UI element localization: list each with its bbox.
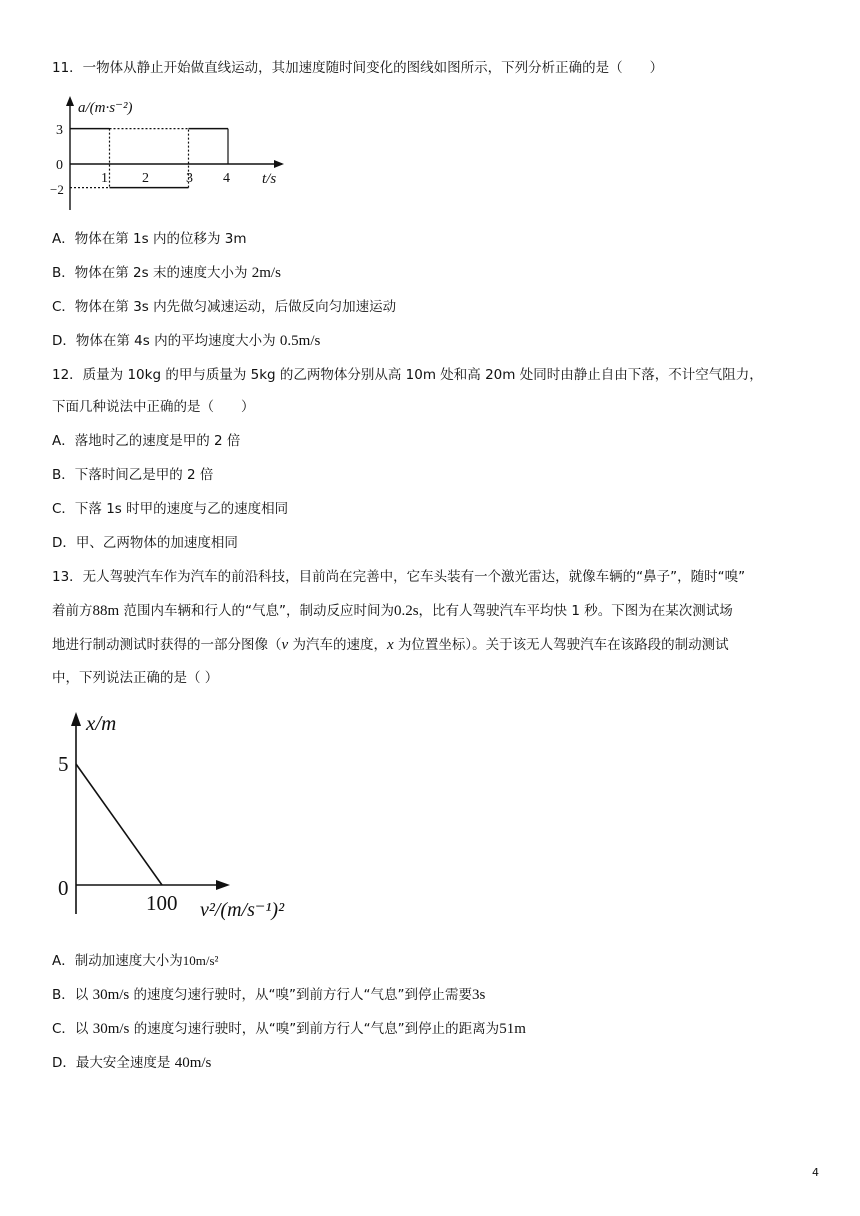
q13-option-b-text: B．以	[52, 987, 93, 1003]
graph1-xtick-1: 1	[101, 171, 108, 186]
graph1-ytick-3: 3	[56, 123, 63, 138]
q11-option-a-text: A．物体在第 1s 内的位移为 3m	[52, 231, 247, 247]
q13-line3-part: 地进行制动测试时获得的一部分图像（	[52, 637, 282, 653]
graph2-y-arrow	[71, 712, 81, 726]
q13-stem-line2	[52, 601, 733, 621]
q12-stem-line1: 12．质量为 10kg 的甲与质量为 5kg 的乙两物体分别从高 10m 处和高 20m 处同时由静止自由下落，不计空气阻力，	[52, 367, 763, 383]
q12-option-c[interactable]: C．下落 1s 时甲的速度与乙的速度相同	[52, 501, 289, 517]
q13-option-a[interactable]	[52, 951, 218, 971]
graph1-xtick-3: 3	[186, 171, 193, 186]
q11-stem: 11．一物体从静止开始做直线运动，其加速度随时间变化的图线如图所示，下列分析正确的是（ ）	[52, 60, 664, 76]
q13-line2-part: 着前方	[52, 603, 93, 619]
graph1-xlabel: t/s	[262, 171, 277, 187]
q13-stem-line3	[52, 635, 729, 655]
q13-line2-part: ，比有人驾驶汽车平均快 1 秒。下图为在某次测试场	[418, 603, 733, 619]
q13-line3-part: 为汽车的速度，	[288, 637, 387, 653]
q13-option-c-text: C．以	[52, 1021, 93, 1037]
position-velocity-squared-graph	[50, 704, 340, 934]
graph2-series-line	[76, 764, 162, 885]
q11-option-a[interactable]	[52, 229, 246, 249]
q11-option-d-text: D．物体在第 4s 内的平均速度大小为	[52, 333, 280, 349]
q11-option-c-text: C．物体在第 3s 内先做匀减速运动，后做反向匀加速运动	[52, 299, 397, 315]
q13-option-c-speed: 30m/s	[92, 1021, 130, 1037]
q11-option-b-text: B．物体在第 2s 末的速度大小为	[52, 265, 252, 281]
q13-range-value: 88m	[92, 603, 120, 619]
graph1-y-arrow	[66, 96, 74, 106]
q13-option-d-speed: 40m/s	[174, 1055, 212, 1071]
graph1-ytick-0: 0	[56, 158, 63, 173]
q13-option-c-distance: 51m	[499, 1021, 526, 1037]
graph2-ytick-5: 5	[58, 752, 69, 776]
q12-stem-line2: 下面几种说法中正确的是（ ）	[52, 399, 255, 415]
q13-line3-part: 为位置坐标）。关于该无人驾驶汽车在该路段的制动测试	[393, 637, 729, 653]
page-number: 4	[812, 1166, 819, 1179]
q13-option-a-value: 10m/s²	[182, 953, 219, 968]
q12-option-d[interactable]: D．甲、乙两物体的加速度相同	[52, 535, 238, 551]
q13-option-d-text: D．最大安全速度是	[52, 1055, 175, 1071]
graph1-ylabel: a/(m·s⁻²)	[78, 100, 133, 116]
q13-reaction-time: 0.2s	[393, 603, 419, 619]
q11-option-d[interactable]	[52, 331, 320, 351]
acceleration-time-graph	[52, 92, 312, 222]
q12-option-a[interactable]: A．落地时乙的速度是甲的 2 倍	[52, 433, 241, 449]
q11-option-d-value: 0.5m/s	[279, 333, 321, 349]
q13-option-b-text: 的速度匀速行驶时，从“嗅”到前方行人“气息”到停止需要	[129, 987, 473, 1003]
q13-option-a-text: A．制动加速度大小为	[52, 953, 183, 969]
q13-stem-line4: 中，下列说法正确的是（ ）	[52, 670, 219, 686]
graph2-ytick-0: 0	[58, 876, 69, 900]
q13-symbol-x: x	[386, 637, 394, 653]
q13-stem-line1: 13．无人驾驶汽车作为汽车的前沿科技，目前尚在完善中，它车头装有一个激光雷达，就像车辆的“鼻子”，随时“嗅”	[52, 569, 746, 585]
q13-option-b-time: 3s	[472, 987, 486, 1003]
q13-option-d[interactable]	[52, 1053, 211, 1073]
graph2-ylabel: x/m	[86, 711, 117, 735]
q13-line2-part: 范围内车辆和行人的“气息”，制动反应时间为	[119, 603, 394, 619]
graph2-xlabel: v²/(m/s⁻¹)²	[200, 899, 285, 921]
graph1-xtick-4: 4	[223, 171, 230, 186]
graph1-xtick-2: 2	[142, 171, 149, 186]
q11-option-b[interactable]	[52, 263, 281, 283]
graph1-ytick-neg2: −2	[50, 182, 64, 197]
q13-option-b-speed: 30m/s	[92, 987, 130, 1003]
graph1-x-arrow	[274, 160, 284, 168]
q12-option-b[interactable]: B．下落时间乙是甲的 2 倍	[52, 467, 214, 483]
q13-option-c-text: 的速度匀速行驶时，从“嗅”到前方行人“气息”到停止的距离为	[129, 1021, 500, 1037]
q11-option-b-value: 2m/s	[251, 265, 281, 281]
q11-option-c[interactable]	[52, 297, 396, 317]
q13-symbol-v: v	[281, 637, 289, 653]
q13-option-b[interactable]	[52, 985, 485, 1005]
q13-option-c[interactable]	[52, 1019, 526, 1039]
graph2-xtick-100: 100	[146, 891, 178, 915]
graph2-x-arrow	[216, 880, 230, 890]
